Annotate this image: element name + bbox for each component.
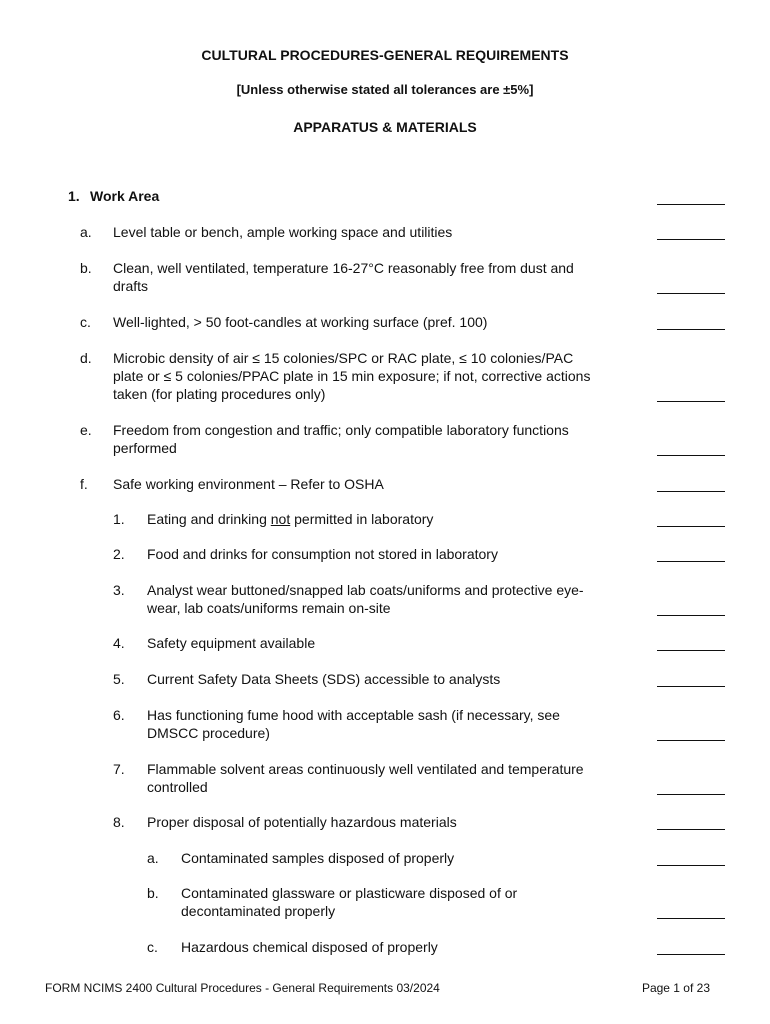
item-marker: 3. xyxy=(113,582,125,598)
check-blank[interactable] xyxy=(657,917,725,919)
item-marker: a. xyxy=(147,850,159,866)
item-text: Contaminated glassware or plasticware disposed of or xyxy=(181,885,518,901)
item-text: DMSCC procedure) xyxy=(147,725,270,741)
check-blank[interactable] xyxy=(657,864,725,866)
item-marker: a. xyxy=(80,224,92,240)
item-marker: f. xyxy=(80,476,88,492)
item-text: Safe working environment – Refer to OSHA xyxy=(113,476,384,492)
item-marker: 6. xyxy=(113,707,125,723)
item-text: Microbic density of air ≤ 15 colonies/SPC or RAC plate, ≤ 10 colonies/PAC xyxy=(113,350,574,366)
item-text: Level table or bench, ample working space and utilities xyxy=(113,224,453,240)
section-label: Work Area xyxy=(90,188,160,204)
item-text: Eating and drinking not permitted in laboratory xyxy=(147,511,434,527)
item-marker: 5. xyxy=(113,671,125,687)
item-marker: e. xyxy=(80,422,92,438)
check-blank[interactable] xyxy=(657,793,725,795)
check-blank[interactable] xyxy=(657,203,725,205)
tolerance-note: [Unless otherwise stated all tolerances are ±5%] xyxy=(236,82,534,97)
item-text: Has functioning fume hood with acceptable sash (if necessary, see xyxy=(147,707,560,723)
emphasis-not: not xyxy=(270,511,291,527)
item-text: Analyst wear buttoned/snapped lab coats/uniforms and protective eye- xyxy=(147,582,584,598)
item-marker: 2. xyxy=(113,546,125,562)
check-blank[interactable] xyxy=(657,953,725,955)
item-text: performed xyxy=(113,440,177,456)
item-text: Food and drinks for consumption not stored in laboratory xyxy=(147,546,498,562)
item-text: Flammable solvent areas continuously well ventilated and temperature xyxy=(147,761,584,777)
item-text: Safety equipment available xyxy=(147,635,316,651)
section-number: 1. xyxy=(68,188,80,204)
item-text: Clean, well ventilated, temperature 16-27°C reasonably free from dust and xyxy=(113,260,574,276)
item-marker: c. xyxy=(147,939,158,955)
section-heading: APPARATUS & MATERIALS xyxy=(293,119,477,135)
check-blank[interactable] xyxy=(657,292,725,294)
check-blank[interactable] xyxy=(657,454,725,456)
footer-form-id: FORM NCIMS 2400 Cultural Procedures - General Requirements 03/2024 xyxy=(45,981,440,995)
item-text: Contaminated samples disposed of properly xyxy=(181,850,455,866)
check-blank[interactable] xyxy=(657,525,725,527)
item-marker: 8. xyxy=(113,814,125,830)
item-marker: b. xyxy=(80,260,92,276)
check-blank[interactable] xyxy=(657,685,725,687)
item-text: Current Safety Data Sheets (SDS) accessible to analysts xyxy=(147,671,501,687)
check-blank[interactable] xyxy=(657,238,725,240)
footer-page-number: Page 1 of 23 xyxy=(641,981,710,995)
check-blank[interactable] xyxy=(657,560,725,562)
item-marker: c. xyxy=(80,314,91,330)
item-text: plate or ≤ 5 colonies/PPAC plate in 15 min exposure; if not, corrective actions xyxy=(113,368,591,384)
item-text: taken (for plating procedures only) xyxy=(113,386,326,402)
item-marker: b. xyxy=(147,885,159,901)
check-blank[interactable] xyxy=(657,649,725,651)
item-text: decontaminated properly xyxy=(181,903,336,919)
item-text: drafts xyxy=(113,278,149,294)
check-blank[interactable] xyxy=(657,828,725,830)
item-text: Freedom from congestion and traffic; only compatible laboratory functions xyxy=(113,422,569,438)
check-blank[interactable] xyxy=(657,400,725,402)
item-marker: 1. xyxy=(113,511,125,527)
check-blank[interactable] xyxy=(657,739,725,741)
check-blank[interactable] xyxy=(657,490,725,492)
item-marker: 4. xyxy=(113,635,125,651)
item-marker: 7. xyxy=(113,761,125,777)
check-blank[interactable] xyxy=(657,614,725,616)
item-text: Well-lighted, > 50 foot-candles at working surface (pref. 100) xyxy=(113,314,488,330)
item-text: controlled xyxy=(147,779,208,795)
item-marker: d. xyxy=(80,350,92,366)
item-text: wear, lab coats/uniforms remain on-site xyxy=(147,600,391,616)
item-text: Hazardous chemical disposed of properly xyxy=(181,939,438,955)
page-title: CULTURAL PROCEDURES-GENERAL REQUIREMENTS xyxy=(201,47,569,63)
item-text: Proper disposal of potentially hazardous materials xyxy=(147,814,457,830)
check-blank[interactable] xyxy=(657,328,725,330)
